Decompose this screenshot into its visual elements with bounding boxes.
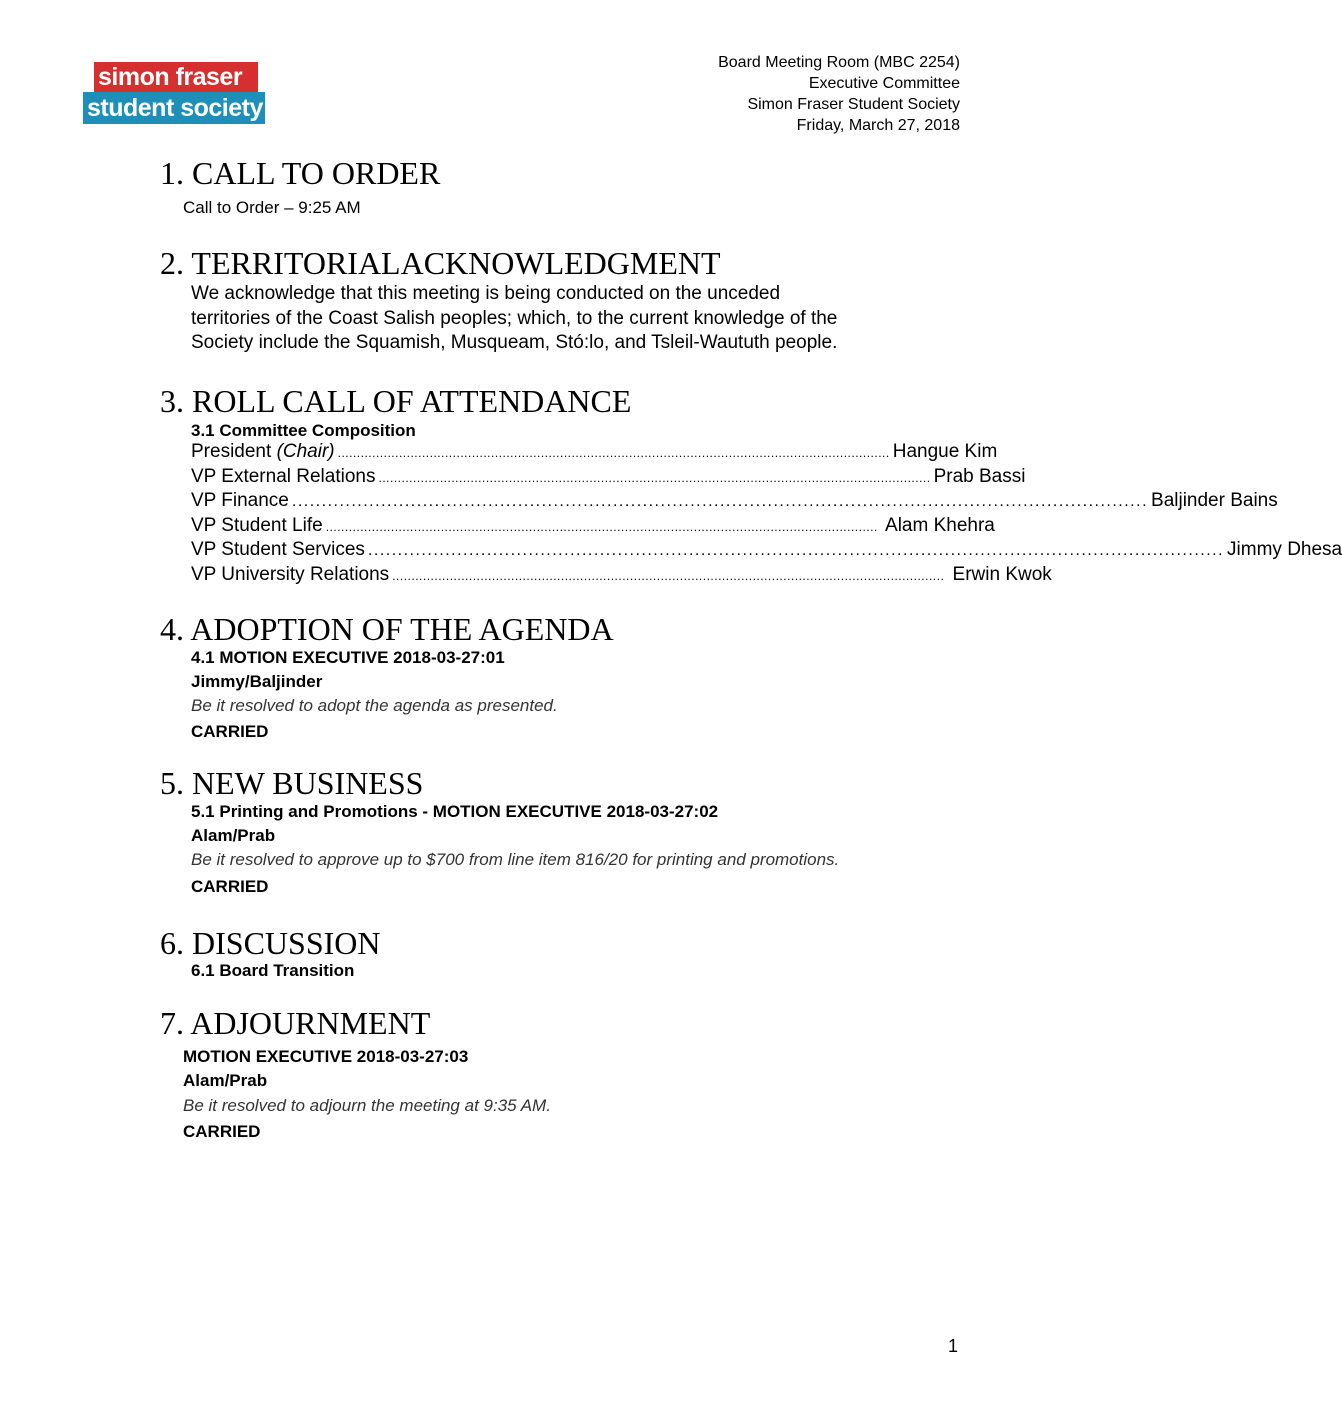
roster-role: VP Student Services: [191, 539, 365, 560]
roster-name: Alam Khehra: [880, 514, 995, 536]
leader-dots: ................................................................................................................................................: [378, 470, 931, 485]
heading-discussion: 6. DISCUSSION: [160, 925, 381, 961]
roster-role: VP Finance: [191, 490, 289, 511]
roster-role: VP University Relations: [191, 563, 390, 585]
motion-number: 5.1 Printing and Promotions - MOTION EXECUTIVE 2018-03-27:02: [191, 802, 719, 821]
page-number: 1: [948, 1336, 959, 1356]
roster-name: Baljinder Bains: [1151, 490, 1278, 511]
heading-territorial-acknowledgment: 2. TERRITORIALACKNOWLEDGMENT: [160, 245, 721, 281]
roster-row: [191, 514, 995, 540]
roster-row: [191, 465, 1026, 491]
heading-adoption-of-agenda: 4. ADOPTION OF THE AGENDA: [160, 611, 614, 647]
motion-result: CARRIED: [191, 722, 269, 741]
header-location: Board Meeting Room (MBC 2254): [718, 54, 960, 71]
motion-result: CARRIED: [191, 877, 269, 896]
motion-number: 4.1 MOTION EXECUTIVE 2018-03-27:01: [191, 648, 505, 667]
roster-role-note: (Chair): [276, 441, 335, 462]
leader-dots: ................................................................................................................................................: [291, 493, 1149, 510]
roster-name: Prab Bassi: [933, 465, 1026, 487]
roster-role: VP External Relations: [191, 465, 376, 487]
acknowledgment-paragraph: [191, 282, 961, 356]
motion-movers: Alam/Prab: [183, 1071, 268, 1090]
logo-line-1: simon fraser: [94, 62, 258, 93]
motion-resolution: Be it resolved to approve up to $700 from line item 816/20 for printing and promotions.: [191, 850, 840, 869]
motion-movers: Alam/Prab: [191, 826, 276, 845]
roster-row: [191, 563, 1052, 589]
leader-dots: ................................................................................................................................................: [337, 446, 890, 460]
motion-number: MOTION EXECUTIVE 2018-03-27:03: [183, 1047, 469, 1066]
roster-role: President (Chair): [191, 441, 335, 462]
leader-dots: ................................................................................................................................................: [367, 542, 1225, 559]
roster-name: Hangue Kim: [892, 441, 998, 462]
sfss-logo: [83, 62, 265, 124]
motion-resolution: Be it resolved to adjourn the meeting at 9:35 AM.: [183, 1096, 551, 1115]
committee-composition-subheading: 3.1 Committee Composition: [191, 421, 416, 440]
motion-result: CARRIED: [183, 1122, 261, 1141]
acknowledgment-line: We acknowledge that this meeting is being conducted on the unceded: [191, 283, 781, 304]
meeting-header: [718, 52, 960, 136]
leader-dots: ................................................................................................................................................: [325, 519, 878, 534]
call-to-order-time: Call to Order – 9:25 AM: [183, 198, 361, 217]
logo-line-2: student society: [83, 92, 265, 124]
roster-name: Jimmy Dhesa: [1227, 539, 1342, 560]
heading-roll-call: 3. ROLL CALL OF ATTENDANCE: [160, 383, 632, 419]
heading-new-business: 5. NEW BUSINESS: [160, 765, 424, 801]
heading-adjournment: 7. ADJOURNMENT: [160, 1005, 431, 1041]
motion-movers: Jimmy/Baljinder: [191, 672, 323, 691]
header-committee: Executive Committee: [808, 75, 960, 92]
roster-row: [191, 539, 1342, 564]
header-organization: Simon Fraser Student Society: [747, 96, 960, 113]
roster-role: VP Student Life: [191, 514, 323, 536]
motion-resolution: Be it resolved to adopt the agenda as presented.: [191, 696, 558, 715]
committee-roster: [191, 441, 1342, 588]
roster-row: [191, 441, 998, 466]
acknowledgment-line: Society include the Squamish, Musqueam, Stó:lo, and Tsleil-Waututh people.: [191, 332, 838, 353]
discussion-item: 6.1 Board Transition: [191, 961, 355, 980]
roster-row: [191, 490, 1278, 515]
header-date: Friday, March 27, 2018: [796, 117, 960, 134]
acknowledgment-line: territories of the Coast Salish peoples; which, to the current knowledge of the: [191, 307, 838, 329]
roster-name: Erwin Kwok: [947, 563, 1052, 585]
leader-dots: ................................................................................................................................................: [392, 568, 945, 583]
heading-call-to-order: 1. CALL TO ORDER: [160, 155, 441, 191]
